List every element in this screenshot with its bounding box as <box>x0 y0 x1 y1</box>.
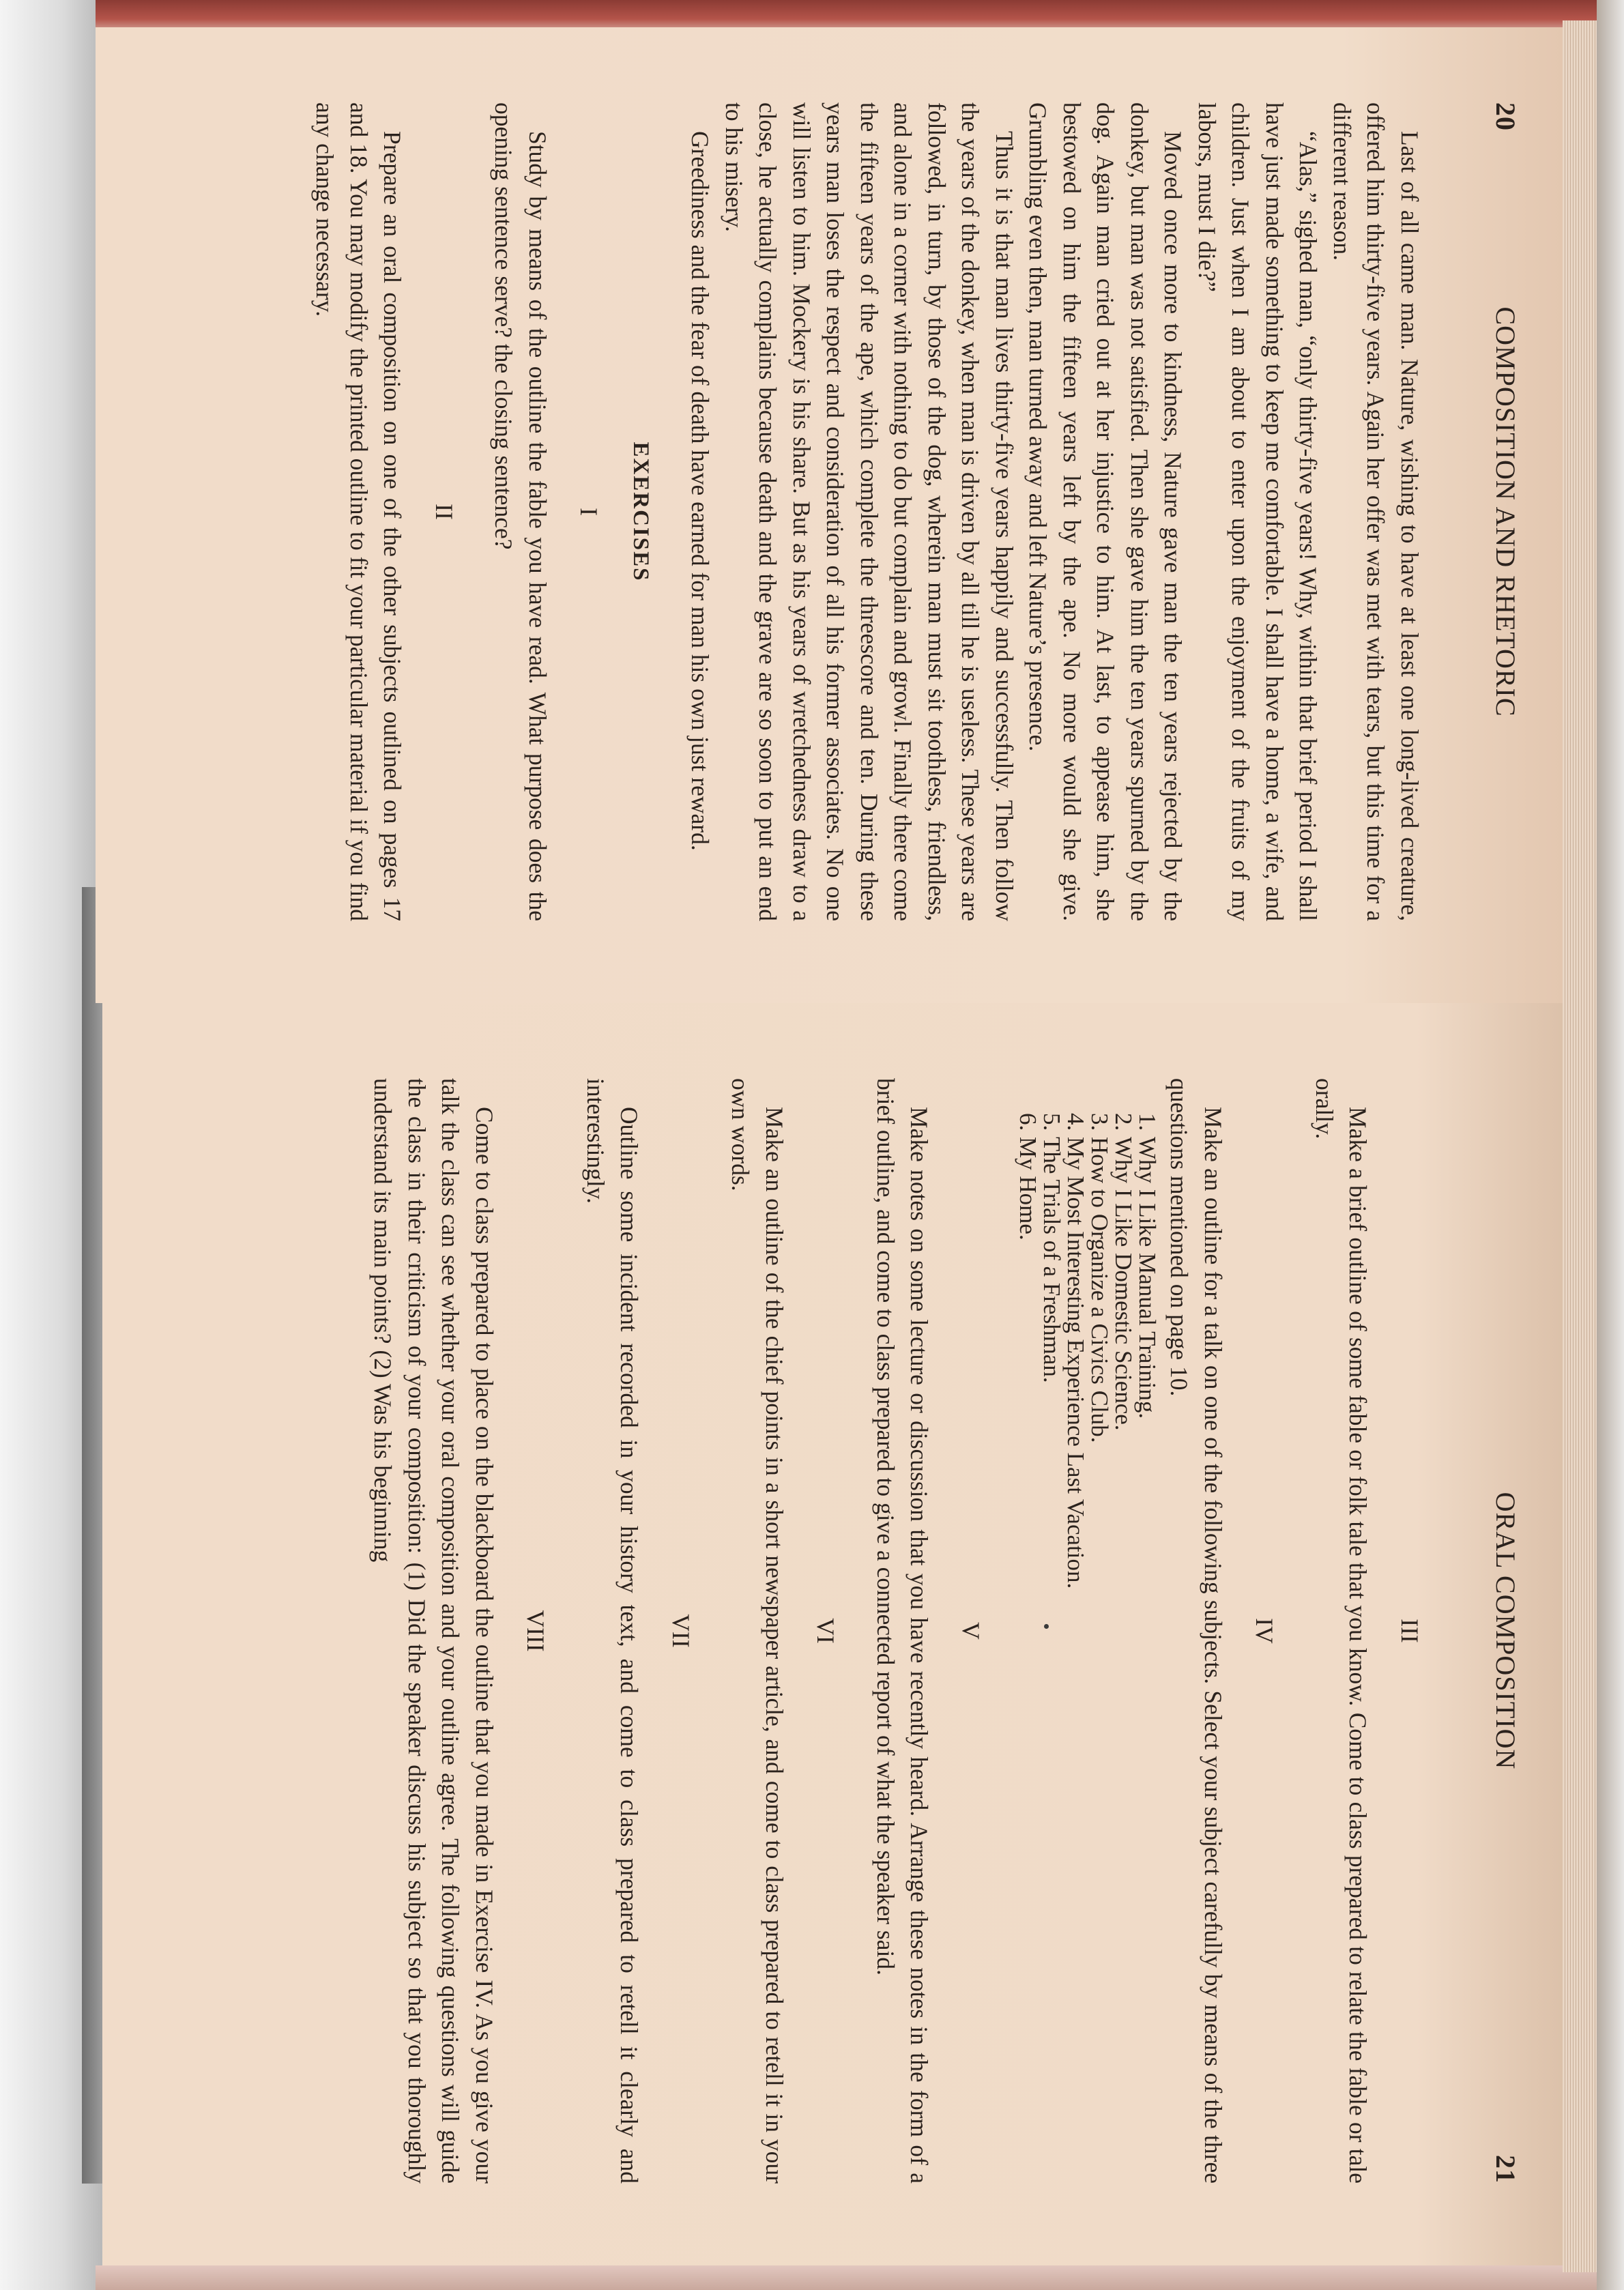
right-page <box>102 1003 1563 2265</box>
left-running-title: COMPOSITION AND RHETORIC <box>1490 306 1521 717</box>
exercise-numeral: II <box>431 504 458 520</box>
list-item: 4. My Most Interesting Experience Last Vacation. <box>1064 1137 1088 2184</box>
exercise-numeral: VIII <box>522 1610 550 1652</box>
exercises-heading: EXERCISES <box>628 441 653 582</box>
right-running-title: ORAL COMPOSITION <box>1490 1492 1521 1770</box>
exercise-numeral: IV <box>1251 1618 1279 1644</box>
subject-list <box>1016 1078 1159 2184</box>
left-page <box>96 27 1563 1003</box>
body-paragraph: “Alas,” sighed man, “only thirty-five years! Why, within that brief period I shall have just made something to keep me comfortable. I shall have a home, a wife, and children. Just when I am about to enter upon the enjoyment of the fruits of my labors, must I die?” <box>1193 102 1322 921</box>
exercise-text: Outline some incident recorded in your history text, and come to class prepared to retell it clearly and interestingly. <box>582 1078 643 2184</box>
list-item: 6. My Home. <box>1016 1137 1040 2184</box>
exercise-numeral: VI <box>812 1618 840 1644</box>
exercise-text: Study by means of the outline the fable you have read. What purpose does the opening sentence serve? the closing sentence? <box>490 102 551 921</box>
book-spine-shadow <box>82 887 102 2184</box>
exercise-text: Make an outline of the chief points in a short newspaper article, and come to class prepared to retell it in your own words. <box>727 1078 788 2184</box>
exercise-text: Make notes on some lecture or discussion that you have recently heard. Arrange these notes in the form of a brief outline, and come to class prepared to give a connected report of what the speaker said. <box>872 1078 933 2184</box>
ink-speck <box>1044 1624 1049 1629</box>
body-paragraph: Moved once more to kindness, Nature gave man the ten years rejected by the donkey, but man was not satisfied. Then she gave him the ten years spurned by the dog. Again man cried out at her injustice to him. At last, to appease him, she bestowed on him the fifteen years left by the ape. No more would she give. Grumbling even then, man turned away and left Nature’s presence. <box>1024 102 1187 921</box>
book-cover-edge <box>96 0 1597 27</box>
exercise-numeral: III <box>1396 1619 1423 1643</box>
exercise-text: Come to class prepared to place on the blackboard the outline that you made in Exercise IV. As you give your talk the class can see whether your oral composition and your outline agree. The following questions will guide the class in their criticism of your composition: (1) Did the speaker discuss his subject so that you thoroughly understand its main points? (2) Was his beginning <box>369 1078 498 2184</box>
list-item: 3. How to Organize a Civics Club. <box>1088 1137 1112 2184</box>
list-item: 5. The Trials of a Freshman. <box>1040 1137 1064 2184</box>
exercise-numeral: V <box>957 1622 985 1640</box>
body-paragraph: Last of all came man. Nature, wishing to have at least one long-lived creature, offered him thirty-five years. Again her offer was met with tears, but this time for a different reason. <box>1329 102 1423 921</box>
exercise-text: Make a brief outline of some fable or folk tale that you know. Come to class prepared to relate the fable or tale orally. <box>1311 1078 1372 2184</box>
book-page-edge-bottom <box>96 2265 1597 2290</box>
list-item: 2. Why I Like Domestic Science. <box>1112 1137 1135 2184</box>
exercise-text: Make an outline for a talk on one of the following subjects. Select your subject carefully by means of the three questions mentioned on page 10. <box>1165 1078 1227 2184</box>
exercise-numeral: VII <box>667 1614 695 1648</box>
right-running-head <box>1481 1078 1522 2184</box>
exercise-text: Prepare an oral composition on one of the other subjects outlined on pages 17 and 18. You may modify the printed outline to fit your particular material if you find any change necessary. <box>311 102 407 921</box>
page-stack-edge <box>1563 20 1597 2272</box>
left-running-head <box>1481 102 1522 921</box>
exercise-numeral: I <box>575 508 603 516</box>
right-page-number: 21 <box>1490 2155 1521 2184</box>
body-paragraph: Thus it is that man lives thirty-five years happily and successfully. Then follow the years of the donkey, when man is driven by all till he is useless. These years are followed, in turn, by those of the dog, wherein man must sit toothless, friendless, and alone in a corner with nothing to do but complain and growl. Finally there come the fifteen years of the ape, which complete the threescore and ten. During these years man loses the respect and consideration of all his former associates. No one will listen to him. Mockery is his share. But as his years of wretchedness draw to a close, he actually complains because death and the grave are so soon to put an end to his misery. <box>721 102 1018 921</box>
body-paragraph: Greediness and the fear of death have earned for man his own just reward. <box>686 131 714 851</box>
list-item: 1. Why I Like Manual Training. <box>1135 1137 1159 2184</box>
left-page-number: 20 <box>1490 102 1521 131</box>
